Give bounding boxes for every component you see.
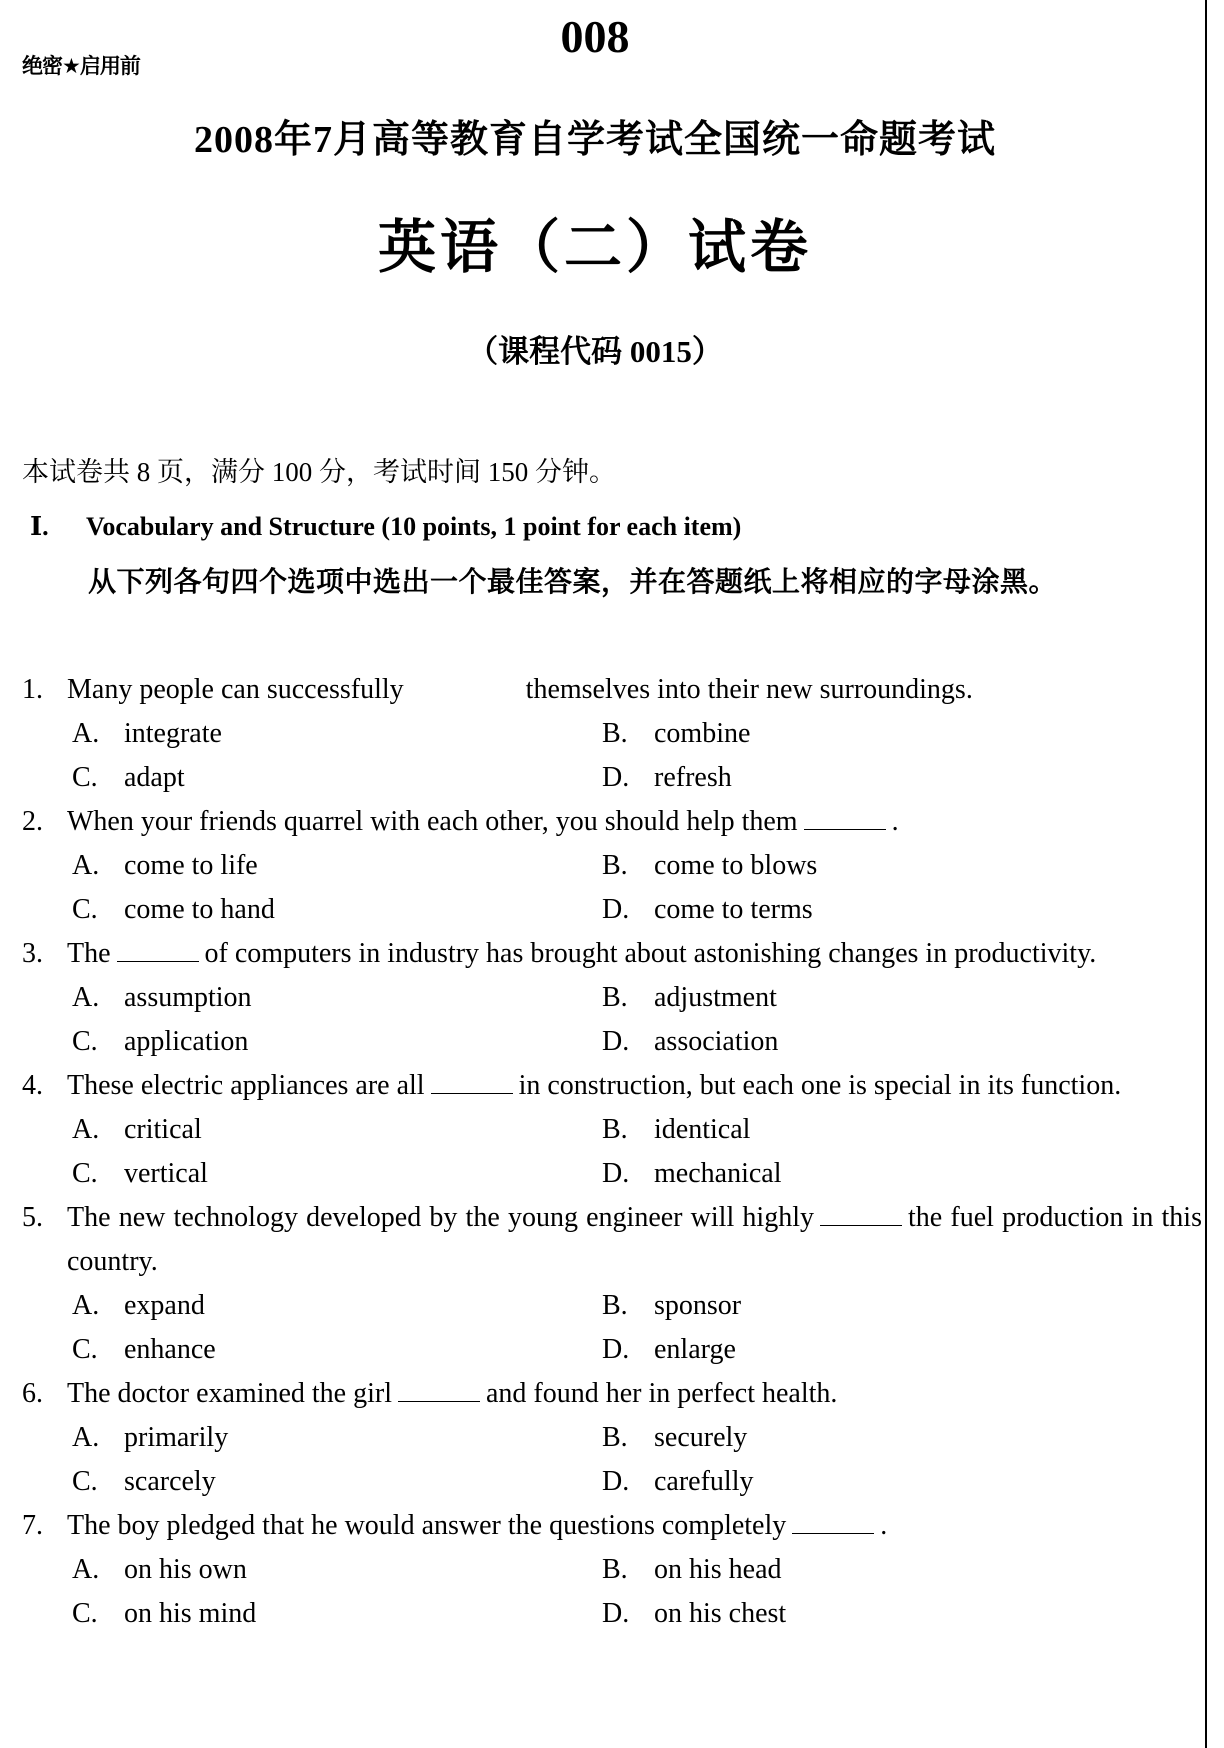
option-letter: A.	[72, 1422, 100, 1453]
option-text: come to blows	[654, 850, 818, 881]
answer-blank	[804, 828, 886, 830]
question-stem	[22, 668, 1204, 712]
section-title: Vocabulary and Structure (10 points, 1 point for each item)	[86, 512, 742, 541]
option-text: on his chest	[654, 1598, 787, 1629]
option-c[interactable]	[72, 1592, 602, 1636]
options	[22, 1284, 1204, 1372]
option-text: adjustment	[654, 982, 777, 1013]
option-letter: A.	[72, 982, 100, 1013]
option-d[interactable]	[602, 1152, 1122, 1196]
option-letter: B.	[602, 1290, 628, 1321]
stem-after-blank: .	[891, 806, 899, 837]
option-text: come to hand	[124, 894, 275, 925]
option-text: scarcely	[124, 1466, 216, 1497]
option-d[interactable]	[602, 888, 1122, 932]
option-text: come to life	[124, 850, 258, 881]
option-letter: B.	[602, 718, 628, 749]
option-letter: C.	[72, 1466, 98, 1497]
option-c[interactable]	[72, 1328, 602, 1372]
option-b[interactable]	[602, 712, 1122, 756]
question-5	[22, 1196, 1204, 1372]
option-c[interactable]	[72, 1152, 602, 1196]
question-number: 1.	[22, 674, 43, 705]
answer-blank	[820, 1224, 902, 1226]
question-7	[22, 1504, 1204, 1636]
option-d[interactable]	[602, 1460, 1122, 1504]
option-letter: A.	[72, 850, 100, 881]
question-list	[22, 668, 1204, 1636]
stem-after-blank: .	[880, 1510, 888, 1541]
option-b[interactable]	[602, 1416, 1122, 1460]
stem-after-blank: in construction, but each one is special in its function.	[518, 1070, 1122, 1101]
option-text: carefully	[654, 1466, 754, 1497]
option-text: expand	[124, 1290, 205, 1321]
question-text	[67, 1196, 1204, 1284]
option-text: identical	[654, 1114, 751, 1145]
question-stem	[22, 1196, 1204, 1284]
option-d[interactable]	[602, 1020, 1122, 1064]
option-text: on his mind	[124, 1598, 257, 1629]
option-a[interactable]	[72, 712, 602, 756]
option-b[interactable]	[602, 976, 1122, 1020]
question-stem	[22, 1372, 1204, 1416]
option-text: assumption	[124, 982, 252, 1013]
option-a[interactable]	[72, 1548, 602, 1592]
stem-before-blank: The boy pledged that he would answer the questions completely	[67, 1510, 787, 1541]
answer-blank	[410, 696, 520, 698]
option-letter: A.	[72, 1114, 100, 1145]
option-letter: B.	[602, 1554, 628, 1585]
question-text	[67, 1504, 1204, 1548]
section-number: Ⅰ.	[30, 512, 49, 541]
option-letter: A.	[72, 1554, 100, 1585]
option-letter: C.	[72, 1026, 98, 1057]
option-letter: A.	[72, 1290, 100, 1321]
question-1	[22, 668, 1204, 800]
option-letter: D.	[602, 1334, 630, 1365]
option-text: on his head	[654, 1554, 782, 1585]
section-heading	[30, 512, 741, 542]
question-6	[22, 1372, 1204, 1504]
option-c[interactable]	[72, 1020, 602, 1064]
option-a[interactable]	[72, 976, 602, 1020]
options	[22, 976, 1204, 1064]
answer-blank	[431, 1092, 513, 1094]
paper-title: 英语（二）试卷	[377, 215, 812, 280]
option-c[interactable]	[72, 756, 602, 800]
option-text: enhance	[124, 1334, 216, 1365]
option-a[interactable]	[72, 844, 602, 888]
options	[22, 1108, 1204, 1196]
option-a[interactable]	[72, 1108, 602, 1152]
option-a[interactable]	[72, 1284, 602, 1328]
option-text: refresh	[654, 762, 732, 793]
stem-after-blank: the fuel production in this country.	[67, 1202, 1202, 1277]
option-text: critical	[124, 1114, 202, 1145]
answer-blank	[398, 1400, 480, 1402]
question-4	[22, 1064, 1204, 1196]
question-2	[22, 800, 1204, 932]
section-instruction: 从下列各句四个选项中选出一个最佳答案，并在答题纸上将相应的字母涂黑。	[88, 567, 1058, 598]
question-number: 4.	[22, 1070, 43, 1101]
option-letter: C.	[72, 762, 98, 793]
question-number: 2.	[22, 806, 43, 837]
exam-title: 2008年7月高等教育自学考试全国统一命题考试	[193, 119, 996, 161]
option-d[interactable]	[602, 756, 1122, 800]
option-letter: D.	[602, 1598, 630, 1629]
question-stem	[22, 932, 1204, 976]
option-letter: D.	[602, 1158, 630, 1189]
option-text: securely	[654, 1422, 748, 1453]
question-text	[67, 1064, 1204, 1108]
option-text: integrate	[124, 718, 222, 749]
stem-before-blank: The	[67, 938, 111, 969]
question-text	[67, 1372, 1204, 1416]
stem-after-blank: of computers in industry has brought about astonishing changes in productivity.	[204, 938, 1097, 969]
option-text: association	[654, 1026, 779, 1057]
option-letter: C.	[72, 1334, 98, 1365]
option-letter: B.	[602, 982, 628, 1013]
option-b[interactable]	[602, 1548, 1122, 1592]
page-edge-rule	[1205, 0, 1207, 1748]
option-text: vertical	[124, 1158, 208, 1189]
option-text: application	[124, 1026, 249, 1057]
options	[22, 1548, 1204, 1636]
option-letter: A.	[72, 718, 100, 749]
option-letter: B.	[602, 1422, 628, 1453]
option-letter: B.	[602, 850, 628, 881]
option-text: mechanical	[654, 1158, 782, 1189]
option-text: enlarge	[654, 1334, 736, 1365]
answer-blank	[117, 960, 199, 962]
question-number: 3.	[22, 938, 43, 969]
exam-intro: 本试卷共 8 页，满分 100 分，考试时间 150 分钟。	[22, 457, 616, 487]
question-number: 6.	[22, 1378, 43, 1409]
option-letter: D.	[602, 762, 630, 793]
option-b[interactable]	[602, 1108, 1122, 1152]
option-letter: D.	[602, 1026, 630, 1057]
option-c[interactable]	[72, 1460, 602, 1504]
option-text: come to terms	[654, 894, 813, 925]
option-text: combine	[654, 718, 751, 749]
option-letter: B.	[602, 1114, 628, 1145]
options	[22, 712, 1204, 800]
option-text: sponsor	[654, 1290, 742, 1321]
question-stem	[22, 1064, 1204, 1108]
question-text	[67, 668, 1204, 712]
option-c[interactable]	[72, 888, 602, 932]
option-text: on his own	[124, 1554, 247, 1585]
option-letter: C.	[72, 1598, 98, 1629]
options	[22, 844, 1204, 932]
option-letter: D.	[602, 1466, 630, 1497]
options	[22, 1416, 1204, 1504]
question-stem	[22, 1504, 1204, 1548]
stem-before-blank: The new technology developed by the young engineer will highly	[67, 1202, 814, 1233]
question-text	[67, 800, 1204, 844]
option-b[interactable]	[602, 1284, 1122, 1328]
question-text	[67, 932, 1204, 976]
option-text: adapt	[124, 762, 185, 793]
stem-after-blank: and found her in perfect health.	[486, 1378, 838, 1409]
stem-before-blank: Many people can successfully	[67, 674, 404, 705]
option-d[interactable]	[602, 1328, 1122, 1372]
option-letter: C.	[72, 894, 98, 925]
option-text: primarily	[124, 1422, 229, 1453]
question-number: 5.	[22, 1202, 43, 1233]
course-code: （课程代码 0015）	[467, 334, 723, 369]
stem-before-blank: The doctor examined the girl	[67, 1378, 392, 1409]
question-3	[22, 932, 1204, 1064]
stem-before-blank: When your friends quarrel with each other, you should help them	[67, 806, 798, 837]
option-b[interactable]	[602, 844, 1122, 888]
document-code: 008	[560, 11, 630, 62]
option-letter: D.	[602, 894, 630, 925]
option-d[interactable]	[602, 1592, 1122, 1636]
answer-blank	[792, 1532, 874, 1534]
stem-before-blank: These electric appliances are all	[67, 1070, 425, 1101]
confidential-mark: 绝密★启用前	[22, 54, 140, 78]
question-number: 7.	[22, 1510, 43, 1541]
option-letter: C.	[72, 1158, 98, 1189]
option-a[interactable]	[72, 1416, 602, 1460]
stem-after-blank: themselves into their new surroundings.	[525, 674, 973, 705]
question-stem	[22, 800, 1204, 844]
